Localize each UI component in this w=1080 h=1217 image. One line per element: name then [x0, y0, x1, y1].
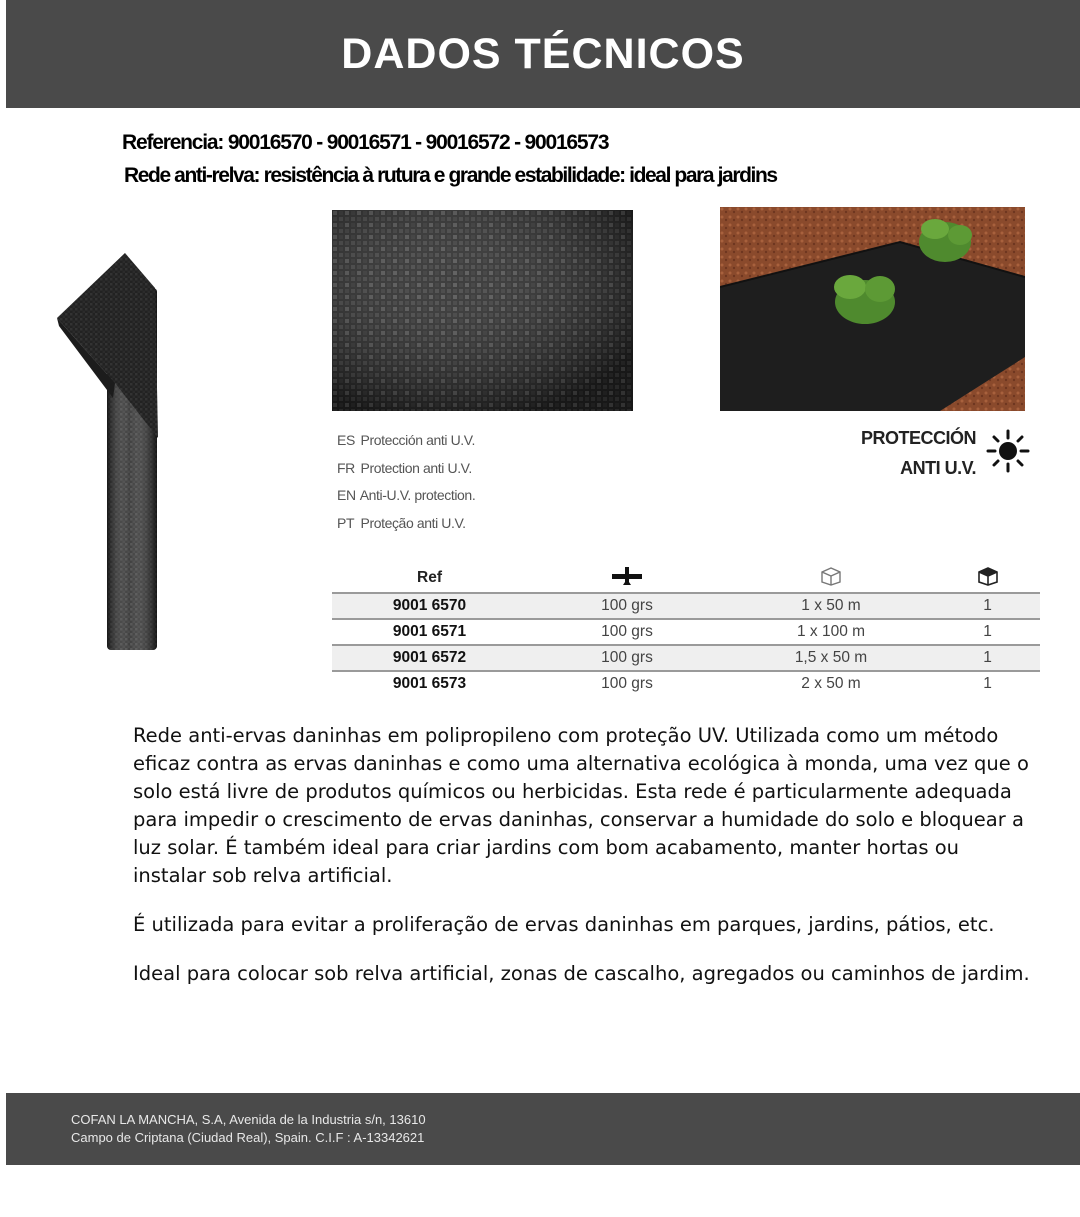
product-description [133, 722, 1033, 1009]
product-reference: Referencia: 90016570 - 90016571 - 90016572 - 90016573 [122, 131, 609, 154]
sun-icon [986, 429, 1030, 473]
header-bar [6, 0, 1080, 108]
footer-address-line2: Campo de Criptana (Ciudad Real), Spain. C.I.F : A-13342621 [71, 1130, 425, 1145]
table-row: 9001 6572 100 grs 1,5 x 50 m 1 [332, 645, 1040, 671]
package-icon [935, 564, 1040, 593]
description-paragraph-1: Rede anti-ervas daninhas em polipropileno com proteção UV. Utilizada como um método eficaz contra as ervas daninhas e como uma alternativa ecológica à monda, uma vez que o solo está livre de produtos químicos ou herbicidas. Esta rede é particularmente adequada para impedir o crescimento de ervas daninhas, conservar a humidade do solo e bloquear a luz solar. É também ideal para criar jardins com bom acabamento, manter hortas ou instalar sob relva artificial. [133, 724, 1029, 887]
lang-pt: PT Proteção anti U.V. [337, 514, 466, 531]
box-icon [727, 564, 935, 593]
footer-address-line1: COFAN LA MANCHA, S.A, Avenida de la Industria s/n, 13610 [71, 1112, 426, 1127]
lang-es: ES Protección anti U.V. [337, 432, 475, 448]
table-row: 9001 6570 100 grs 1 x 50 m 1 [332, 593, 1040, 619]
uv-badge-line2: ANTI U.V. [900, 458, 976, 478]
table-row: 9001 6573 100 grs 2 x 50 m 1 [332, 671, 1040, 696]
table-header-row [332, 564, 1040, 593]
uv-protection-badge [860, 425, 1030, 485]
fabric-roll-image [55, 248, 165, 653]
weight-icon [527, 564, 727, 593]
ref-column-header: Ref [417, 569, 442, 586]
page-title: DADOS TÉCNICOS [341, 29, 745, 78]
spec-table [332, 564, 1040, 696]
lang-en: EN Anti-U.V. protection. [337, 487, 476, 503]
product-subtitle: Rede anti-relva: resistência à rutura e grande estabilidade: ideal para jardins [124, 164, 777, 187]
garden-application-image [720, 207, 1025, 411]
description-paragraph-3: Ideal para colocar sob relva artificial, zonas de cascalho, agregados ou caminhos de jardim. [133, 962, 1030, 985]
table-row: 9001 6571 100 grs 1 x 100 m 1 [332, 619, 1040, 645]
language-list [337, 427, 475, 537]
description-paragraph-2: É utilizada para evitar a proliferação de ervas daninhas em parques, jardins, pátios, etc. [133, 913, 995, 936]
uv-badge-line1: PROTECCIÓN [860, 428, 976, 448]
footer-bar [6, 1093, 1080, 1165]
lang-fr: FR Protection anti U.V. [337, 459, 472, 476]
fabric-closeup-image [332, 210, 633, 411]
